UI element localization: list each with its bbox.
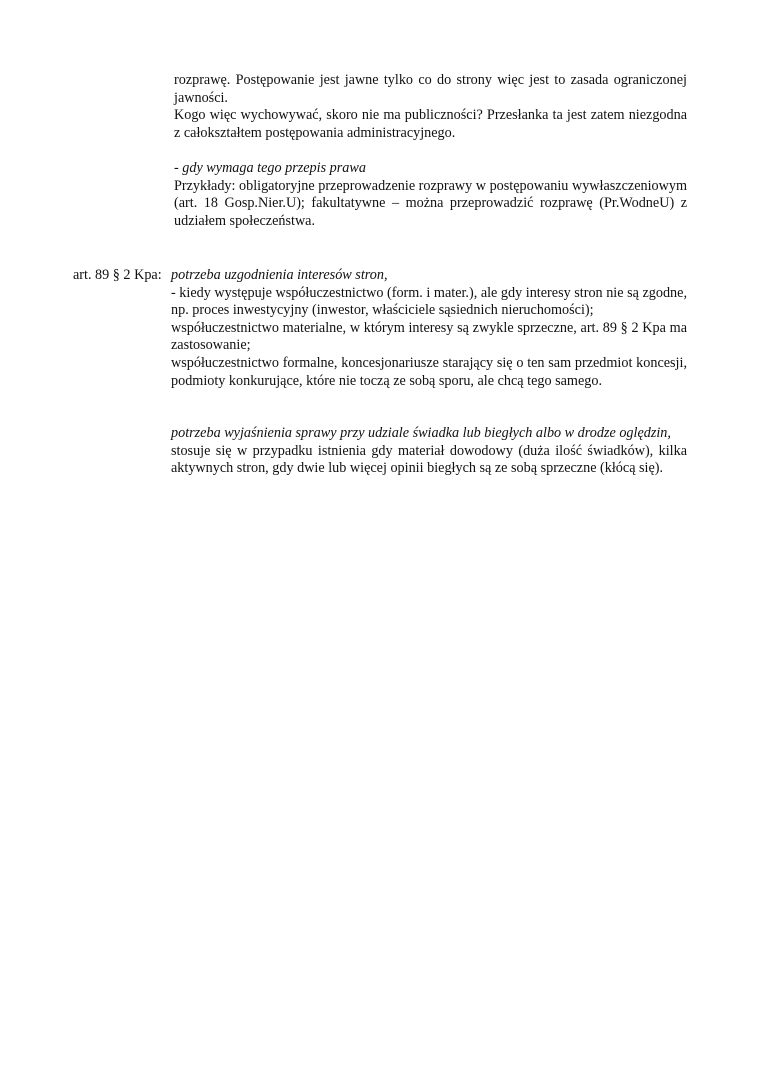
article-label: art. 89 § 2 Kpa: xyxy=(73,267,162,283)
paragraph-przyklady: Przykłady: obligatoryjne przeprowadzenie rozprawy w postępowaniu wywłaszczeniowym (art. 18 Gosp.Nier.U); fakultatywne – można przeprowadzić rozprawę (Pr.WodneU) z udziałem społeczeństwa. xyxy=(174,177,687,229)
heading-wyjasnienie-sprawy: potrzeba wyjaśnienia sprawy przy udziale świadka lub biegłych albo w drodze oględzin, xyxy=(171,425,671,441)
paragraph-publicznosc: Kogo więc wychowywać, skoro nie ma publiczności? Przesłanka ta jest zatem niezgodna z całokształtem postępowania administracyjnego. xyxy=(174,107,687,141)
section-uzgodnienie-interesow xyxy=(171,267,687,390)
paragraph-material-dowodowy: stosuje się w przypadku istnienia gdy materiał dowodowy (duża ilość świadków), kilka aktywnych stron, gdy dwie lub więcej opinii biegłych są ze sobą sprzeczne (kłócą się). xyxy=(171,442,687,477)
section-rozprawa-jawnosc xyxy=(174,72,687,230)
paragraph-wspoluczestnictwo-formalne: współuczestnictwo formalne, koncesjonariusze starający się o ten sam przedmiot koncesji, podmioty konkurujące, które nie toczą ze sobą sporu, ale chcą tego samego. xyxy=(171,354,687,389)
paragraph-wspoluczestnictwo: - kiedy występuje współuczestnictwo (form. i mater.), ale gdy interesy stron nie są zgodne, np. proces inwestycyjny (inwestor, właściciele sąsiednich nieruchomości); xyxy=(171,284,687,319)
paragraph-wspoluczestnictwo-materialne: współuczestnictwo materialne, w którym interesy są zwykle sprzeczne, art. 89 § 2 Kpa ma zastosowanie; xyxy=(171,319,687,354)
paragraph-jawnosc: rozprawę. Postępowanie jest jawne tylko co do strony więc jest to zasada ograniczonej jawności. xyxy=(174,72,687,106)
subheading-przepis-prawa: - gdy wymaga tego przepis prawa xyxy=(174,159,366,176)
blank-line xyxy=(174,142,687,160)
heading-uzgodnienie-interesow: potrzeba uzgodnienia interesów stron, xyxy=(171,267,388,283)
section-wyjasnienie-sprawy xyxy=(171,425,687,478)
